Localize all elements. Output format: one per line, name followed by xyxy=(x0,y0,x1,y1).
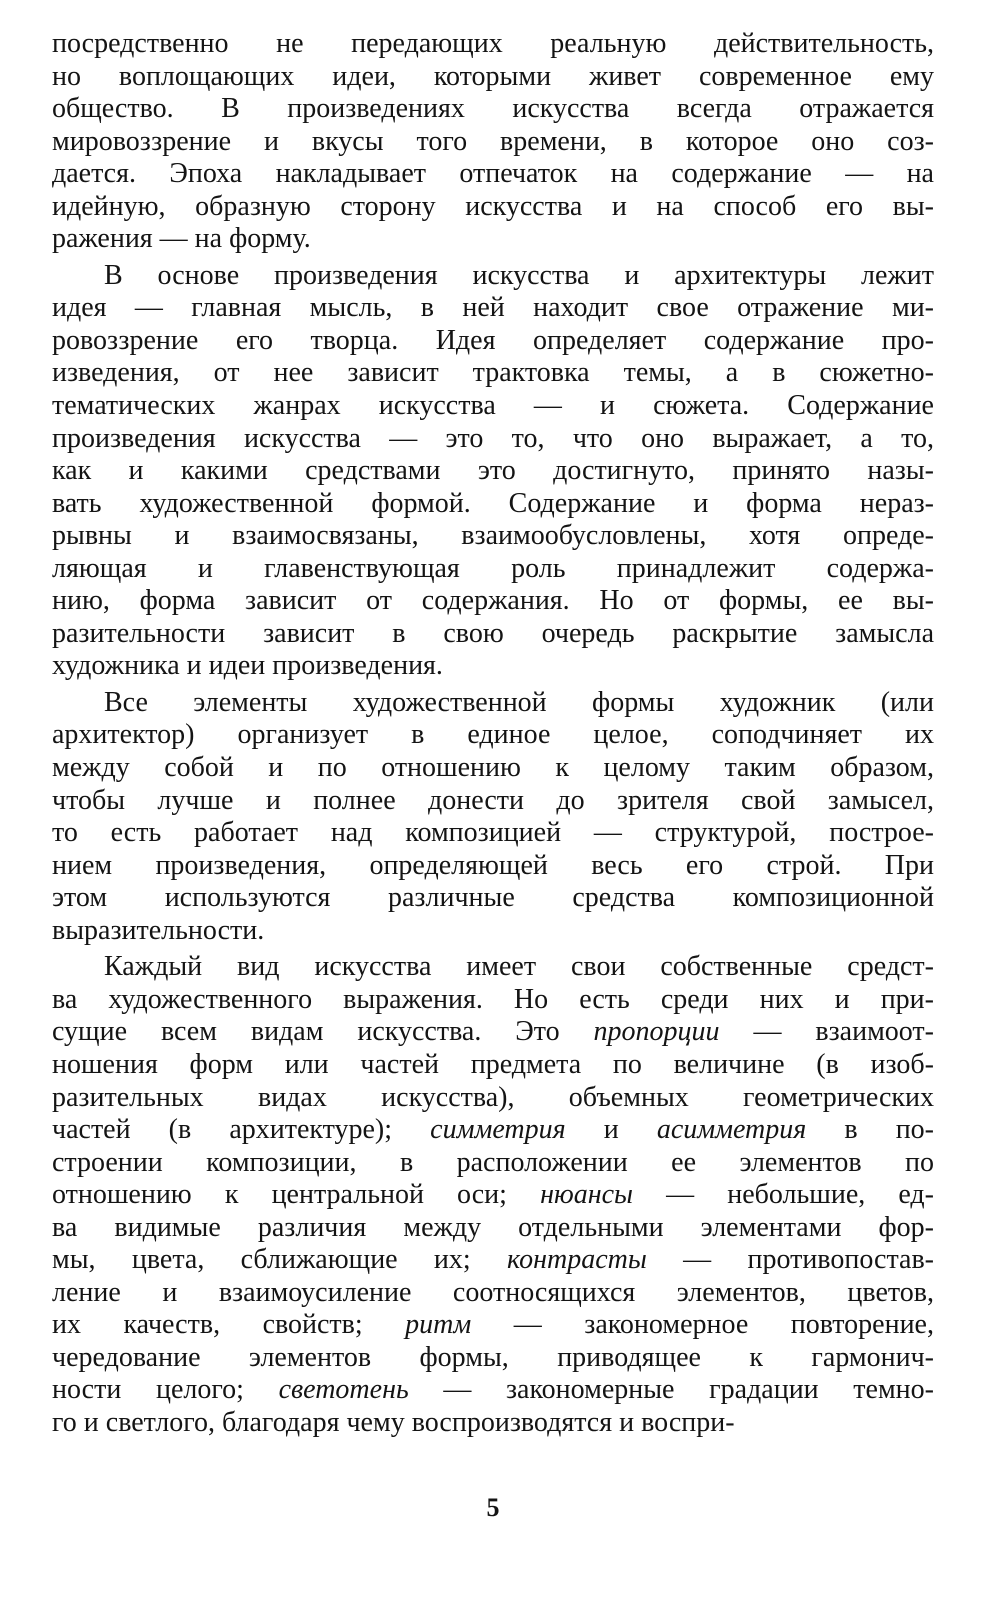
text-line xyxy=(52,488,934,521)
text-line xyxy=(52,357,934,390)
text-line xyxy=(52,785,934,818)
text-line xyxy=(52,1114,934,1147)
italic-term: асимметрия xyxy=(656,1114,807,1146)
text-run: — противопостав- xyxy=(646,1244,934,1276)
text-line xyxy=(52,292,934,325)
text-run: ление и взаимоусиление соотносящихся элементов, цветов, xyxy=(52,1276,934,1308)
italic-term: ритм xyxy=(405,1309,472,1341)
text-run: В основе произведения искусства и архитектуры лежит xyxy=(104,259,934,291)
text-run: чтобы лучше и полнее донести до зрителя свой замысел, xyxy=(52,784,934,816)
text-line xyxy=(52,1342,934,1375)
text-run: Все элементы художественной формы художник (или xyxy=(104,686,934,718)
paragraph xyxy=(52,951,934,1439)
book-page xyxy=(52,28,934,1588)
text-run: художника и идеи произведения. xyxy=(52,650,443,682)
text-line xyxy=(52,951,934,984)
text-run: нию, форма зависит от содержания. Но от формы, ее вы- xyxy=(52,585,934,617)
text-run: частей (в архитектуре); xyxy=(52,1114,431,1146)
text-run: ности целого; xyxy=(52,1374,279,1406)
text-line xyxy=(52,752,934,785)
text-run: ва видимые различия между отдельными элементами фор- xyxy=(52,1211,934,1243)
italic-term: симметрия xyxy=(430,1114,566,1146)
text-run: строении композиции, в расположении ее элементов по xyxy=(52,1146,934,1178)
italic-term: нюансы xyxy=(540,1179,633,1211)
text-run: мировоззрение и вкусы того времени, в которое оно соз- xyxy=(52,125,934,157)
text-line xyxy=(52,1016,934,1049)
text-run: мы, цвета, сближающие их; xyxy=(52,1244,508,1276)
text-line xyxy=(52,650,934,683)
text-line xyxy=(52,585,934,618)
text-run: рывны и взаимосвязаны, взаимообусловлены, хотя опреде- xyxy=(52,520,934,552)
text-line xyxy=(52,1277,934,1310)
text-line xyxy=(52,1309,934,1342)
paragraph xyxy=(52,28,934,256)
body-text xyxy=(52,28,934,1440)
text-line xyxy=(52,260,934,293)
text-run: их качеств, свойств; xyxy=(52,1309,406,1341)
text-line xyxy=(52,1049,934,1082)
text-run: между собой и по отношению к целому таким образом, xyxy=(52,752,934,784)
text-run: нием произведения, определяющей весь его строй. При xyxy=(52,849,934,881)
italic-term: пропорции xyxy=(593,1016,720,1048)
text-line xyxy=(52,61,934,94)
text-run: разительных видах искусства), объемных геометрических xyxy=(52,1081,934,1113)
text-run: но воплощающих идеи, которыми живет современное ему xyxy=(52,60,934,92)
text-run: ношения форм или частей предмета по величине (в изоб- xyxy=(52,1048,934,1080)
text-run: вать художественной формой. Содержание и форма нераз- xyxy=(52,487,934,519)
text-line xyxy=(52,687,934,720)
page-number: 5 xyxy=(486,1493,500,1522)
text-run: и xyxy=(565,1114,657,1146)
text-run: общество. В произведениях искусства всегда отражается xyxy=(52,93,934,125)
text-line xyxy=(52,223,934,256)
text-line xyxy=(52,93,934,126)
text-line xyxy=(52,719,934,752)
text-run: как и какими средствами это достигнуто, принято назы- xyxy=(52,455,934,487)
italic-term: светотень xyxy=(278,1374,409,1406)
text-run: дается. Эпоха накладывает отпечаток на содержание — на xyxy=(52,158,934,190)
text-line xyxy=(52,984,934,1017)
text-run: — закономерное повторение, xyxy=(471,1309,934,1341)
text-line xyxy=(52,390,934,423)
text-run: Каждый вид искусства имеет свои собственные средст- xyxy=(104,951,934,983)
text-line xyxy=(52,455,934,488)
text-run: ляющая и главенствующая роль принадлежит содержа- xyxy=(52,552,934,584)
text-run: го и светлого, благодаря чему воспроизводятся и воспри- xyxy=(52,1406,735,1438)
text-run: ва художественного выражения. Но есть среди них и при- xyxy=(52,983,934,1015)
text-run: — небольшие, ед- xyxy=(633,1179,935,1211)
text-line xyxy=(52,1179,934,1212)
text-line xyxy=(52,1147,934,1180)
text-run: — закономерные градации темно- xyxy=(408,1374,934,1406)
text-line xyxy=(52,1407,934,1440)
text-line xyxy=(52,325,934,358)
text-run: ражения — на форму. xyxy=(52,223,311,255)
text-run: разительности зависит в свою очередь раскрытие замысла xyxy=(52,617,934,649)
text-run: то есть работает над композицией — структурой, построе- xyxy=(52,817,934,849)
text-line xyxy=(52,1374,934,1407)
text-run: ровоззрение его творца. Идея определяет содержание про- xyxy=(52,324,934,356)
text-line xyxy=(52,915,934,948)
paragraph xyxy=(52,260,934,683)
text-run: тематических жанрах искусства — и сюжета. Содержание xyxy=(52,390,934,422)
text-line xyxy=(52,1082,934,1115)
text-line xyxy=(52,126,934,159)
text-run: идея — главная мысль, в ней находит свое отражение ми- xyxy=(52,292,934,324)
text-line xyxy=(52,618,934,651)
text-run: посредственно не передающих реальную действительность, xyxy=(52,28,934,59)
text-line xyxy=(52,158,934,191)
text-line xyxy=(52,1212,934,1245)
text-run: выразительности. xyxy=(52,914,265,946)
text-line xyxy=(52,520,934,553)
text-run: произведения искусства — это то, что оно выражает, а то, xyxy=(52,422,934,454)
text-run: в по- xyxy=(806,1114,935,1146)
text-run: архитектор) организует в единое целое, соподчиняет их xyxy=(52,719,934,751)
text-run: отношению к центральной оси; xyxy=(52,1179,541,1211)
text-line xyxy=(52,850,934,883)
text-line xyxy=(52,28,934,61)
text-run: чередование элементов формы, приводящее к гармонич- xyxy=(52,1341,934,1373)
text-line xyxy=(52,423,934,456)
text-line xyxy=(52,553,934,586)
text-run: этом используются различные средства композиционной xyxy=(52,882,934,914)
text-run: идейную, образную сторону искусства и на способ его вы- xyxy=(52,190,934,222)
text-line xyxy=(52,191,934,224)
text-line xyxy=(52,882,934,915)
text-line xyxy=(52,817,934,850)
paragraph xyxy=(52,687,934,947)
text-line xyxy=(52,1244,934,1277)
text-run: сущие всем видам искусства. Это xyxy=(52,1016,594,1048)
text-run: изведения, от нее зависит трактовка темы, а в сюжетно- xyxy=(52,357,934,389)
italic-term: контрасты xyxy=(507,1244,647,1276)
text-run: — взаимоот- xyxy=(719,1016,934,1048)
